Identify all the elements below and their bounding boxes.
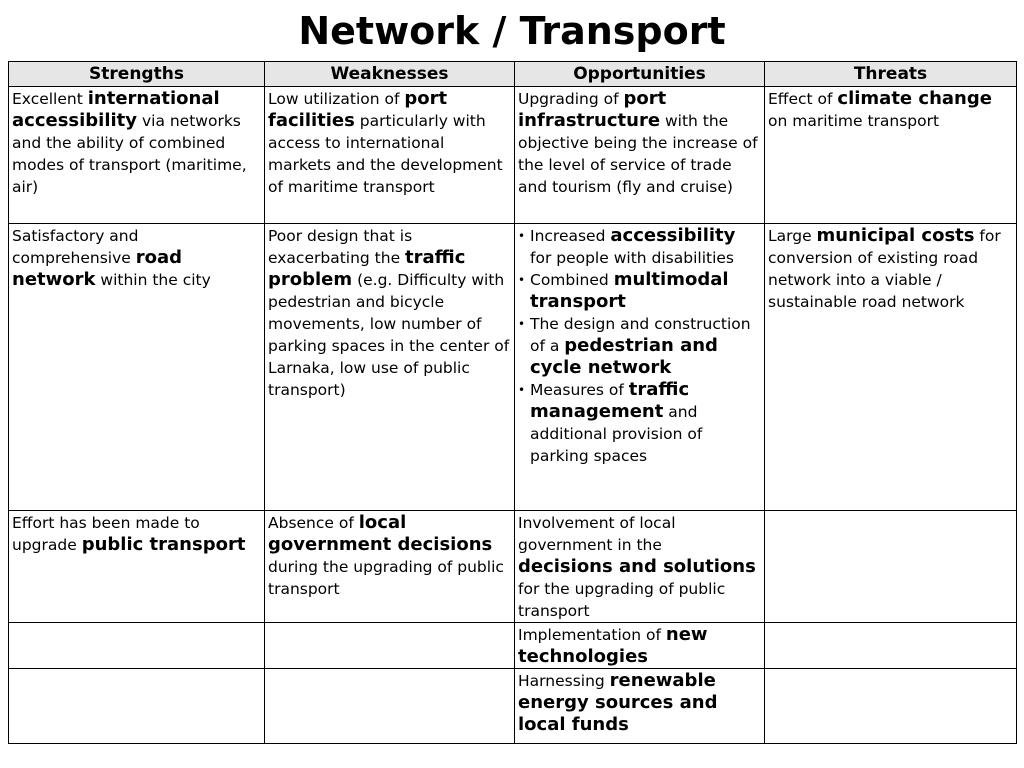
swot-table: [8, 61, 1017, 744]
table-row: [9, 669, 1017, 744]
cell-threats: Large municipal costs for conversion of existing road network into a viable / sustainable road network: [765, 224, 1017, 511]
list-item: • Increased accessibility for people with disabilities: [518, 225, 761, 269]
cell-threats: [765, 669, 1017, 744]
table-row: [9, 511, 1017, 623]
list-item: • The design and construction of a pedestrian and cycle network: [518, 313, 761, 379]
cell-opportunities: [515, 224, 765, 511]
header-opportunities: Opportunities: [515, 62, 765, 87]
cell-weaknesses: Low utilization of port facilities particularly with access to international markets and the development of maritime transport: [265, 87, 515, 224]
table-row: [9, 623, 1017, 669]
cell-opportunities: Harnessing renewable energy sources and local funds: [515, 669, 765, 744]
header-weaknesses: Weaknesses: [265, 62, 515, 87]
cell-strengths: Effort has been made to upgrade public transport: [9, 511, 265, 623]
cell-strengths: [9, 669, 265, 744]
cell-weaknesses: [265, 623, 515, 669]
cell-opportunities: Involvement of local government in the decisions and solutions for the upgrading of public transport: [515, 511, 765, 623]
cell-threats: Effect of climate change on maritime transport: [765, 87, 1017, 224]
cell-weaknesses: [265, 669, 515, 744]
cell-weaknesses: Poor design that is exacerbating the traffic problem (e.g. Difficulty with pedestrian and bicycle movements, low number of parking spaces in the center of Larnaka, low use of public transport): [265, 224, 515, 511]
list-item: • Combined multimodal transport: [518, 269, 761, 313]
table-row: [9, 224, 1017, 511]
cell-strengths: Excellent international accessibility via networks and the ability of combined modes of transport (maritime, air): [9, 87, 265, 224]
cell-threats: [765, 623, 1017, 669]
header-threats: Threats: [765, 62, 1017, 87]
list-item: • Measures of traffic management and additional provision of parking spaces: [518, 379, 761, 467]
cell-strengths: Satisfactory and comprehensive road network within the city: [9, 224, 265, 511]
header-strengths: Strengths: [9, 62, 265, 87]
cell-opportunities: Implementation of new technologies: [515, 623, 765, 669]
cell-opportunities: Upgrading of port infrastructure with the objective being the increase of the level of service of trade and tourism (fly and cruise): [515, 87, 765, 224]
page-title: Network / Transport: [298, 9, 726, 53]
opportunities-bullet-list: [518, 225, 761, 467]
cell-threats: [765, 511, 1017, 623]
cell-weaknesses: Absence of local government decisions during the upgrading of public transport: [265, 511, 515, 623]
cell-strengths: [9, 623, 265, 669]
header-row: [9, 62, 1017, 87]
table-row: [9, 87, 1017, 224]
